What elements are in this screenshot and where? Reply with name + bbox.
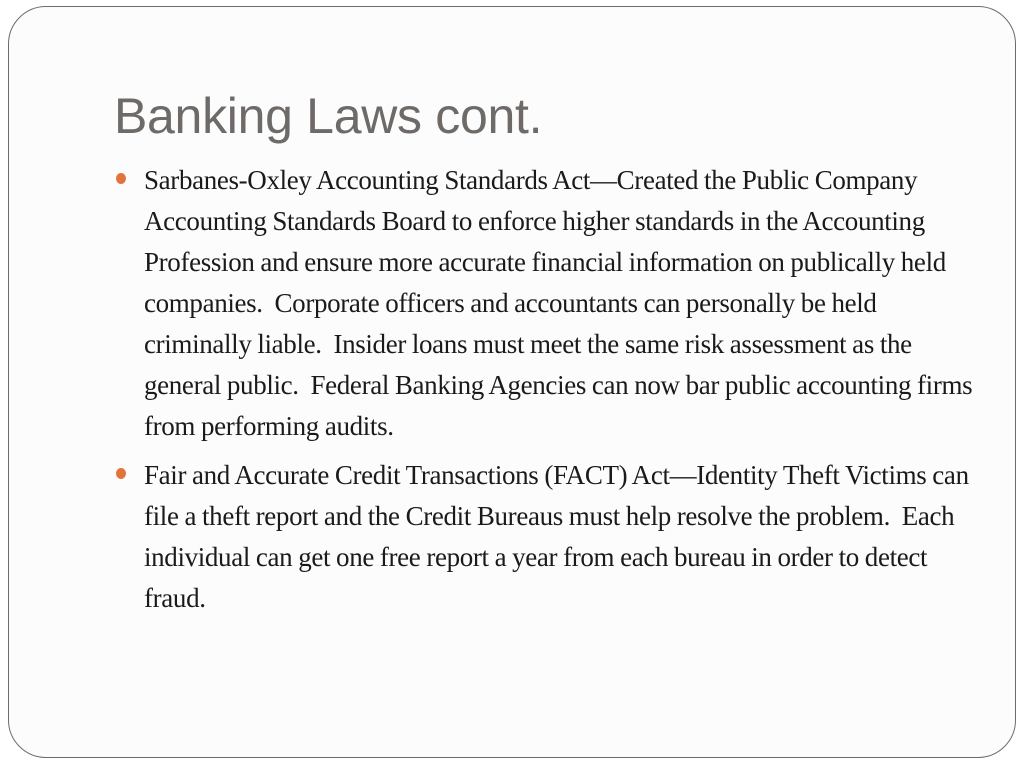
bullet-text: Sarbanes-Oxley Accounting Standards Act—Created the Public Company Accounting Standards Board to enforce higher standards in the Accounting Profession and ensure more accurate financial information on publically held companies. Corporate officers and accountants can personally be held criminally liable. Insider loans must meet the same risk assessment as the general public. Federal Banking Agencies can now bar public accounting firms from performing audits.: [144, 165, 979, 441]
bullet-dot-icon: [116, 468, 126, 479]
bullet-item: [114, 160, 979, 447]
bullet-item: [114, 455, 974, 619]
bullet-list: [114, 160, 979, 627]
bullet-dot-icon: [116, 173, 126, 184]
bullet-text: Fair and Accurate Credit Transactions (FACT) Act—Identity Theft Victims can file a theft report and the Credit Bureaus must help resolve the problem. Each individual can get one free report a year from each bureau in order to detect fraud.: [144, 460, 975, 613]
slide-title: Banking Laws cont.: [114, 88, 543, 144]
